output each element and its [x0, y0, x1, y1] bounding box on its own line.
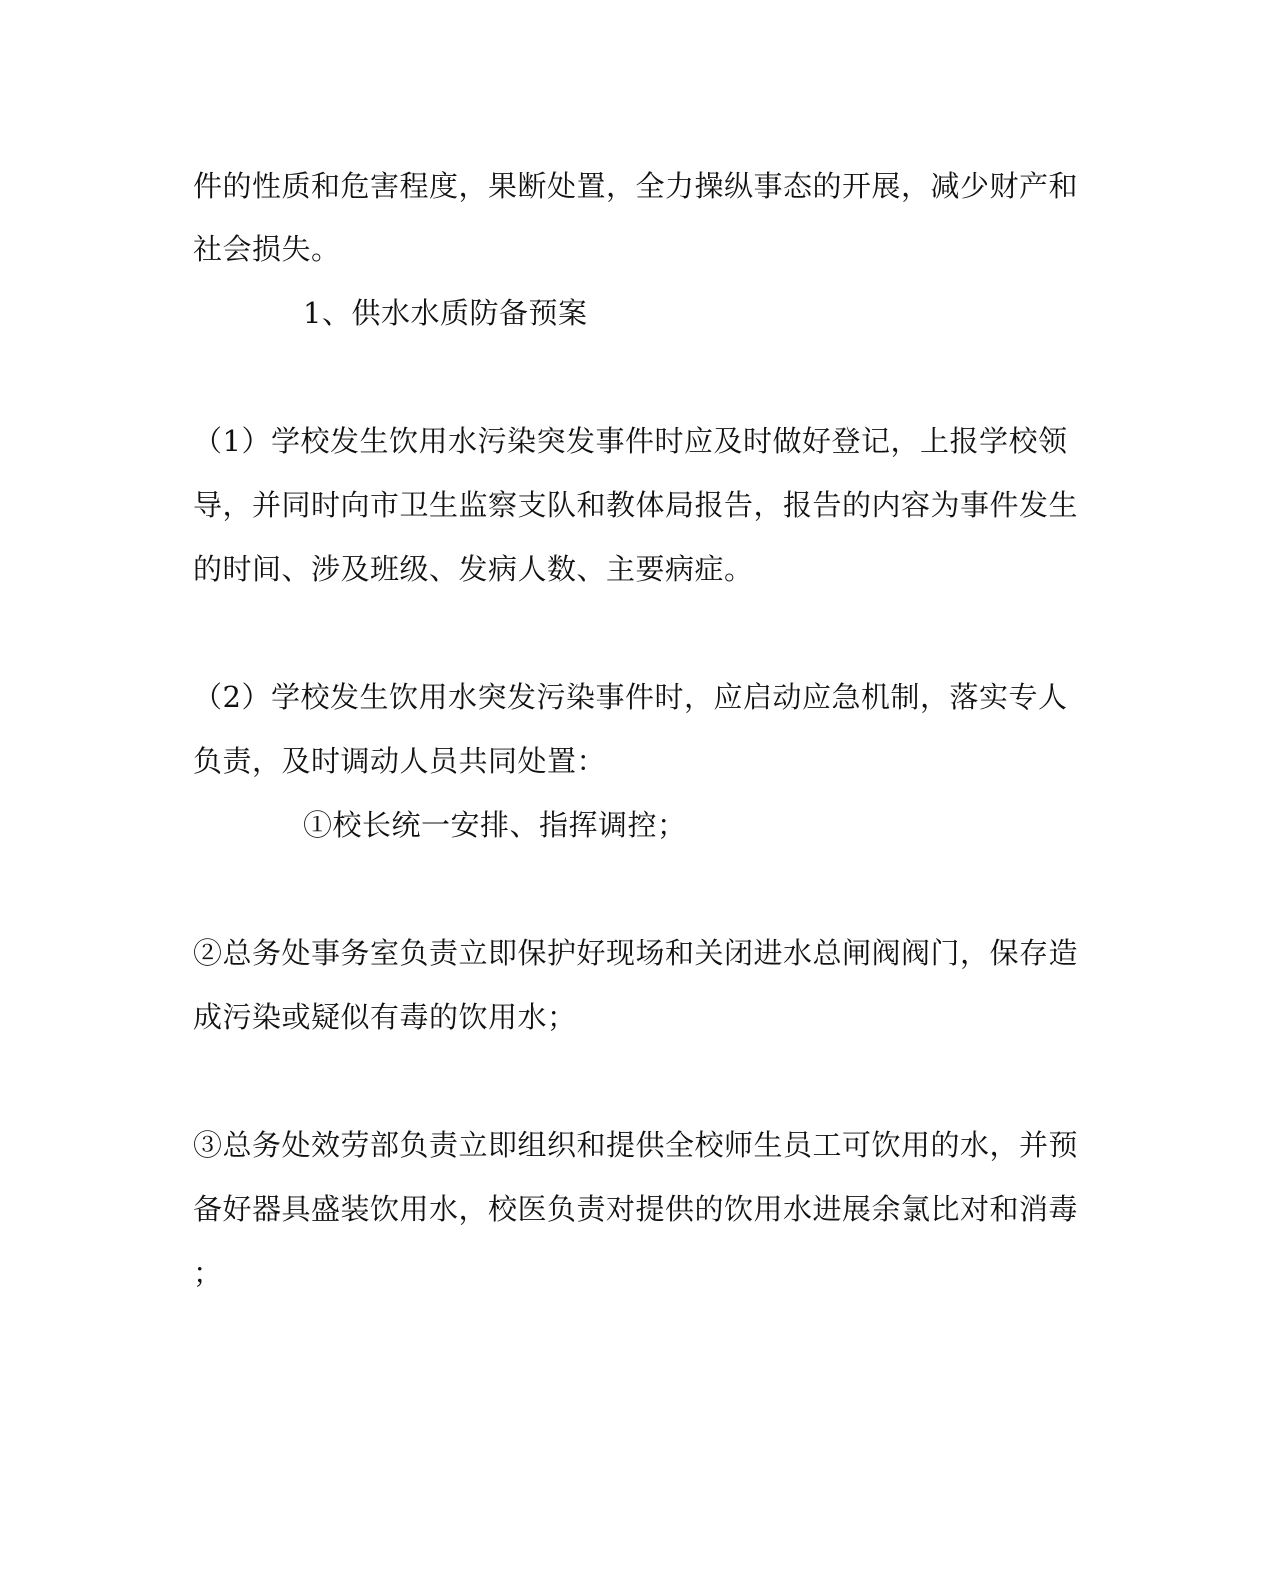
- paragraph-line: 件的性质和危害程度，果断处置，全力操纵事态的开展，减少财产和: [193, 169, 1079, 203]
- paragraph-line: 的时间、涉及班级、发病人数、主要病症。: [193, 552, 754, 586]
- list-item: ②总务处事务室负责立即保护好现场和关闭进水总闸阀阀门，保存造: [193, 936, 1079, 970]
- paragraph-line: （1）学校发生饮用水污染突发事件时应及时做好登记，上报学校领: [193, 424, 1068, 458]
- paragraph-line: 成污染或疑似有毒的饮用水；: [193, 1000, 577, 1034]
- paragraph-line: ；: [193, 1256, 223, 1290]
- section-heading: 1、供水水质防备预案: [303, 296, 588, 330]
- paragraph-line: 负责，及时调动人员共同处置：: [193, 744, 607, 778]
- paragraph-line: 备好器具盛装饮用水，校医负责对提供的饮用水进展余氯比对和消毒: [193, 1192, 1079, 1226]
- paragraph-line: 导，并同时向市卫生监察支队和教体局报告，报告的内容为事件发生: [193, 488, 1079, 522]
- paragraph-line: （2）学校发生饮用水突发污染事件时，应启动应急机制，落实专人: [193, 680, 1068, 714]
- paragraph-line: 社会损失。: [193, 232, 341, 266]
- list-item: ③总务处效劳部负责立即组织和提供全校师生员工可饮用的水，并预: [193, 1128, 1079, 1162]
- list-item: ①校长统一安排、指挥调控；: [303, 808, 687, 842]
